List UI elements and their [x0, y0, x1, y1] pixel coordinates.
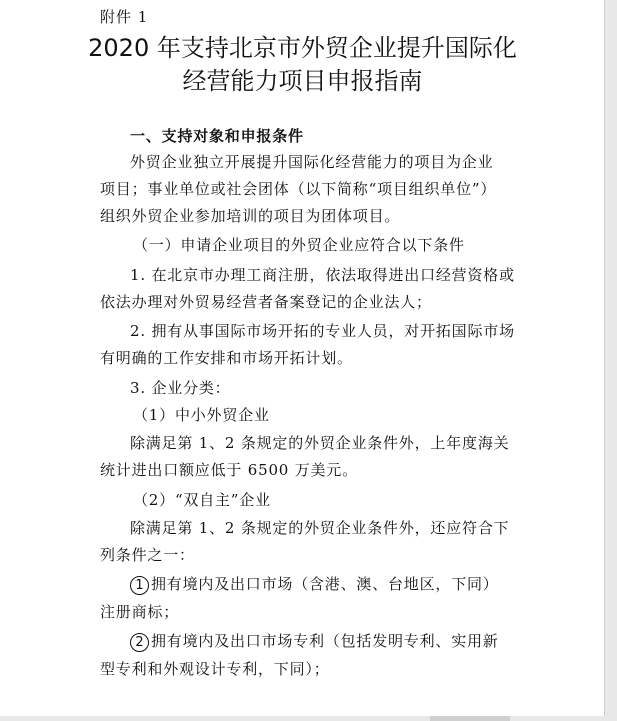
- category-heading: （2）“双自主”企业: [133, 491, 271, 509]
- paragraph-line: 外贸企业独立开展提升国际化经营能力的项目为企业: [130, 153, 494, 171]
- paragraph-line: 项目；事业单位或社会团体（以下简称“项目组织单位”）: [100, 180, 497, 198]
- document-title-line-2: 经营能力项目申报指南: [182, 67, 423, 95]
- condition-text: 拥有境内及出口市场（含港、澳、台地区，下同）: [151, 575, 499, 593]
- list-item-line: 2. 拥有从事国际市场开拓的专业人员，对开拓国际市场: [130, 322, 515, 340]
- list-item-line: 3. 企业分类：: [130, 379, 231, 397]
- circled-number-icon: 2: [130, 633, 149, 652]
- paragraph-line: 组织外贸企业参加培训的项目为团体项目。: [100, 207, 401, 225]
- condition-text: 拥有境内及出口市场专利（包括发明专利、实用新: [151, 632, 499, 650]
- condition-item: [130, 631, 499, 652]
- document-title-line-1: 2020 年支持北京市外贸企业提升国际化: [88, 34, 517, 62]
- circled-number-icon: 1: [130, 576, 149, 595]
- condition-text-line: 注册商标；: [100, 603, 180, 621]
- category-heading: （1）中小外贸企业: [133, 406, 270, 424]
- paragraph-line: 除满足第 1、2 条规定的外贸企业条件外，上年度海关: [130, 434, 510, 452]
- list-item-line: 依法办理对外贸易经营者备案登记的企业法人；: [100, 293, 432, 311]
- condition-text-line: 型专利和外观设计专利，下同）；: [100, 660, 330, 678]
- list-item-line: 1. 在北京市办理工商注册，依法取得进出口经营资格或: [130, 266, 515, 284]
- subsection-heading: （一）申请企业项目的外贸企业应符合以下条件: [133, 236, 465, 254]
- paragraph-line: 除满足第 1、2 条规定的外贸企业条件外，还应符合下: [130, 519, 510, 537]
- list-item-line: 有明确的工作安排和市场开拓计划。: [100, 349, 353, 367]
- page-gap-shadow: [430, 716, 510, 721]
- section-heading: 一、支持对象和申报条件: [130, 127, 304, 145]
- paragraph-line: 列条件之一：: [100, 546, 195, 564]
- condition-item: [130, 574, 499, 595]
- paragraph-line: 统计进出口额应低于 6500 万美元。: [100, 461, 358, 479]
- attachment-label: 附件 1: [100, 8, 149, 26]
